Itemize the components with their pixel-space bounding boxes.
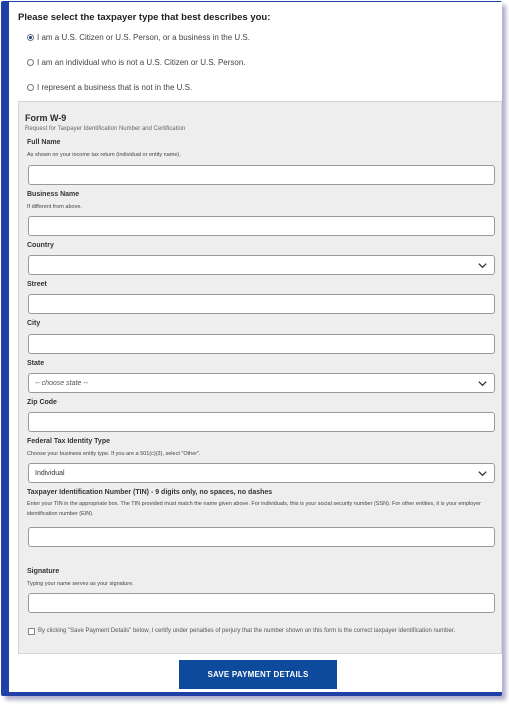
street-label: Street — [27, 281, 47, 288]
radio-label: I am an individual who is not a U.S. Citizen or U.S. Person. — [37, 58, 246, 67]
radio-button[interactable] — [27, 59, 34, 66]
tax-type-hint: Choose your business entity type. If you are a 501(c)(3), select "Other". — [27, 451, 201, 457]
tin-label: Taxpayer Identification Number (TIN) - 9 digits only, no spaces, no dashes — [27, 489, 273, 496]
tax-type-select[interactable] — [28, 463, 495, 483]
radio-button[interactable] — [27, 84, 34, 91]
zip-input[interactable] — [28, 412, 495, 432]
full-name-input[interactable] — [28, 165, 495, 185]
state-value: -- choose state -- — [35, 379, 88, 387]
street-input[interactable] — [28, 294, 495, 314]
chevron-down-icon — [477, 260, 488, 271]
form-subtitle: Request for Taxpayer Identification Number and Certification — [25, 126, 186, 132]
full-name-label: Full Name — [27, 139, 61, 146]
city-input[interactable] — [28, 334, 495, 354]
tin-hint: Enter your TIN in the appropriate box. The TIN provided must match the name given above. For individuals, this is your social security number (SSN). For other entities, it is your employer identification number (EIN). — [27, 501, 481, 517]
state-select[interactable] — [28, 373, 495, 393]
signature-label: Signature — [27, 568, 60, 575]
radio-label: I represent a business that is not in the U.S. — [37, 83, 193, 92]
business-name-hint: If different from above. — [27, 204, 82, 210]
certify-checkbox[interactable] — [28, 628, 35, 635]
form-title: Form W-9 — [25, 113, 67, 123]
taxpayer-question: Please select the taxpayer type that best describes you: — [18, 12, 271, 23]
signature-hint: Typing your name serves as your signature. — [27, 581, 134, 587]
business-name-input[interactable] — [28, 216, 495, 236]
country-select[interactable] — [28, 255, 495, 275]
tax-type-label: Federal Tax Identity Type — [27, 438, 110, 445]
zip-label: Zip Code — [27, 399, 57, 406]
radio-foreign-business[interactable] — [27, 83, 192, 92]
chevron-down-icon — [477, 468, 488, 479]
radio-us-person[interactable] — [27, 33, 250, 42]
business-name-label: Business Name — [27, 191, 80, 198]
certify-text: By clicking "Save Payment Details" below, I certify under penalties of perjury that the number shown on this form is the correct taxpayer identification number. — [38, 628, 456, 634]
radio-label: I am a U.S. Citizen or U.S. Person, or a business in the U.S. — [37, 33, 250, 42]
radio-non-us-individual[interactable] — [27, 58, 246, 67]
save-payment-details-button[interactable]: SAVE PAYMENT DETAILS — [179, 660, 337, 689]
state-label: State — [27, 360, 45, 367]
signature-input[interactable] — [28, 593, 495, 613]
full-name-hint: As shown on your income tax return (individual or entity name). — [27, 152, 181, 158]
city-label: City — [27, 320, 41, 327]
country-label: Country — [27, 242, 54, 249]
chevron-down-icon — [477, 378, 488, 389]
radio-button[interactable] — [27, 34, 34, 41]
taxpayer-card — [9, 2, 502, 692]
tin-input[interactable] — [28, 527, 495, 547]
tax-type-value: Individual — [35, 469, 65, 477]
